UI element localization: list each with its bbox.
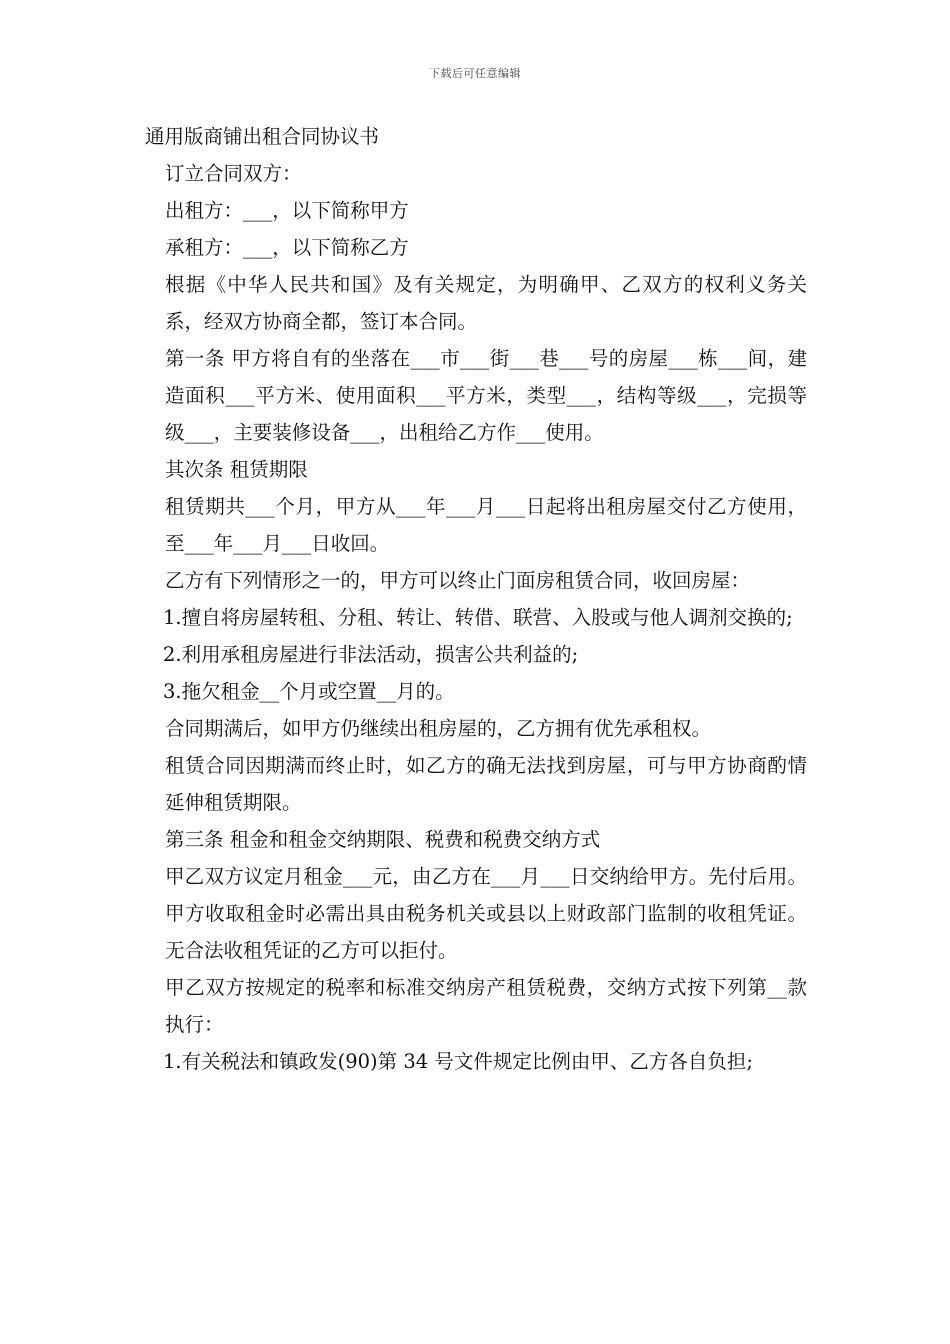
parties-heading: 订立合同双方： [165, 162, 302, 185]
preamble-paragraph: 根据《中华人民共和国》及有关规定，为明确甲、乙双方的权利义务关系，经双方协商全都，签订本合同。 [165, 273, 807, 333]
article2-priority-paragraph: 合同期满后，如甲方仍继续出租房屋的，乙方拥有优先承租权。 [165, 717, 712, 740]
article3-tax-paragraph: 甲乙双方按规定的税率和标准交纳房产租赁税费，交纳方式按下列第__款执行： [165, 976, 807, 1036]
lessor-line: 出租方：___，以下简称甲方 [165, 199, 409, 222]
article3-heading: 第三条 租金和租金交纳期限、税费和税费交纳方式 [165, 828, 601, 851]
article2-term-paragraph: 租赁期共___个月，甲方从___年___月___日起将出租房屋交付乙方使用，至___年___月___日收回。 [165, 495, 807, 555]
list-item: 2.利用承租房屋进行非法活动，损害公共利益的; [163, 643, 579, 666]
document-body [145, 118, 807, 1080]
page-header-note: 下载后可任意编辑 [429, 67, 521, 80]
article1-paragraph: 第一条 甲方将自有的坐落在___市___街___巷___号的房屋___栋___间，建造面积___平方米、使用面积___平方米，类型___，结构等级___，完损等级___，主要装修设备___，出租给乙方作___使用。 [165, 347, 807, 444]
document-title: 通用版商铺出租合同协议书 [145, 125, 380, 148]
article3-rent-paragraph: 甲乙双方议定月租金___元，由乙方在___月___日交纳给甲方。先付后用。甲方收取租金时必需出具由税务机关或县以上财政部门监制的收租凭证。无合法收租凭证的乙方可以拒付。 [165, 865, 807, 962]
article2-heading: 其次条 租赁期限 [165, 458, 308, 481]
article2-termination-paragraph: 乙方有下列情形之一的，甲方可以终止门面房租赁合同，收回房屋： [165, 569, 751, 592]
list-item: 1.有关税法和镇政发(90)第 34 号文件规定比例由甲、乙方各自负担; [163, 1050, 753, 1073]
article2-extension-paragraph: 租赁合同因期满而终止时，如乙方的确无法找到房屋，可与甲方协商酌情延伸租赁期限。 [165, 754, 807, 814]
list-item: 3.拖欠租金__个月或空置__月的。 [163, 680, 455, 703]
lessee-line: 承租方：___，以下简称乙方 [165, 236, 409, 259]
list-item: 1.擅自将房屋转租、分租、转让、转借、联营、入股或与他人调剂交换的; [163, 606, 793, 629]
